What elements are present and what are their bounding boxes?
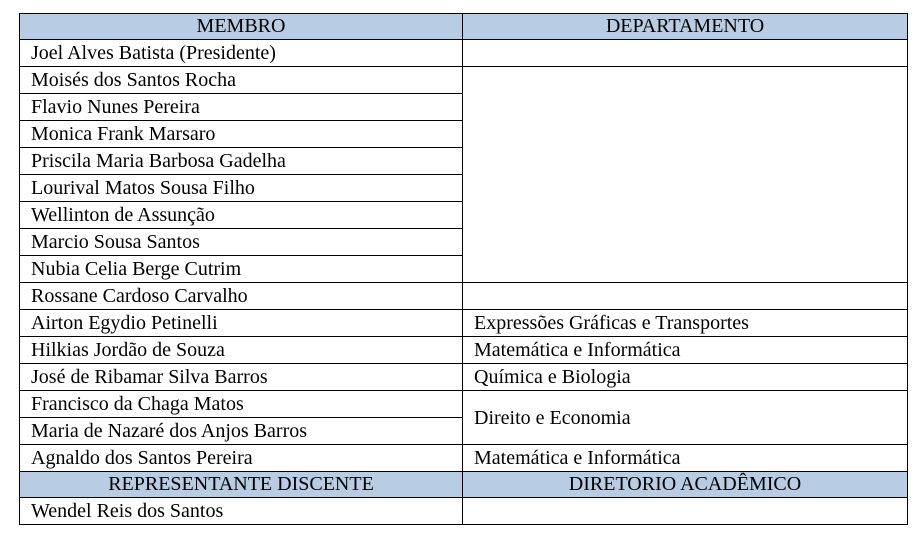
member-cell: Monica Frank Marsaro (20, 121, 463, 148)
department-cell: Matemática e Informática (463, 445, 908, 472)
department-cell-merged-empty (463, 67, 908, 283)
department-cell-empty (463, 40, 908, 67)
member-cell: José de Ribamar Silva Barros (20, 364, 463, 391)
table-row (20, 40, 908, 67)
header-row (20, 14, 908, 40)
table-row (20, 364, 908, 391)
department-cell-merged: Direito e Economia (463, 391, 908, 445)
member-cell: Francisco da Chaga Matos (20, 391, 463, 418)
member-cell: Agnaldo dos Santos Pereira (20, 445, 463, 472)
header-diretorio-academico: DIRETORIO ACADÊMICO (463, 472, 908, 498)
table-row (20, 445, 908, 472)
member-cell: Airton Egydio Petinelli (20, 310, 463, 337)
member-cell: Nubia Celia Berge Cutrim (20, 256, 463, 283)
subheader-row (20, 472, 908, 498)
department-cell: Expressões Gráficas e Transportes (463, 310, 908, 337)
department-cell: Química e Biologia (463, 364, 908, 391)
diretorio-cell-empty (463, 498, 908, 525)
table-row (20, 310, 908, 337)
member-cell: Rossane Cardoso Carvalho (20, 283, 463, 310)
member-cell: Maria de Nazaré dos Anjos Barros (20, 418, 463, 445)
table-row (20, 283, 908, 310)
member-cell: Hilkias Jordão de Souza (20, 337, 463, 364)
member-cell: Joel Alves Batista (Presidente) (20, 40, 463, 67)
student-cell: Wendel Reis dos Santos (20, 498, 463, 525)
table-row (20, 391, 908, 418)
header-representante-discente: REPRESENTANTE DISCENTE (20, 472, 463, 498)
member-cell: Priscila Maria Barbosa Gadelha (20, 148, 463, 175)
header-membro: MEMBRO (20, 14, 463, 40)
department-cell: Matemática e Informática (463, 337, 908, 364)
member-cell: Wellinton de Assunção (20, 202, 463, 229)
table-row (20, 498, 908, 525)
member-cell: Lourival Matos Sousa Filho (20, 175, 463, 202)
table-row (20, 337, 908, 364)
committee-table-container (19, 13, 908, 525)
committee-table (19, 13, 908, 525)
member-cell: Marcio Sousa Santos (20, 229, 463, 256)
member-cell: Moisés dos Santos Rocha (20, 67, 463, 94)
department-cell-empty (463, 283, 908, 310)
member-cell: Flavio Nunes Pereira (20, 94, 463, 121)
header-departamento: DEPARTAMENTO (463, 14, 908, 40)
table-row (20, 67, 908, 94)
